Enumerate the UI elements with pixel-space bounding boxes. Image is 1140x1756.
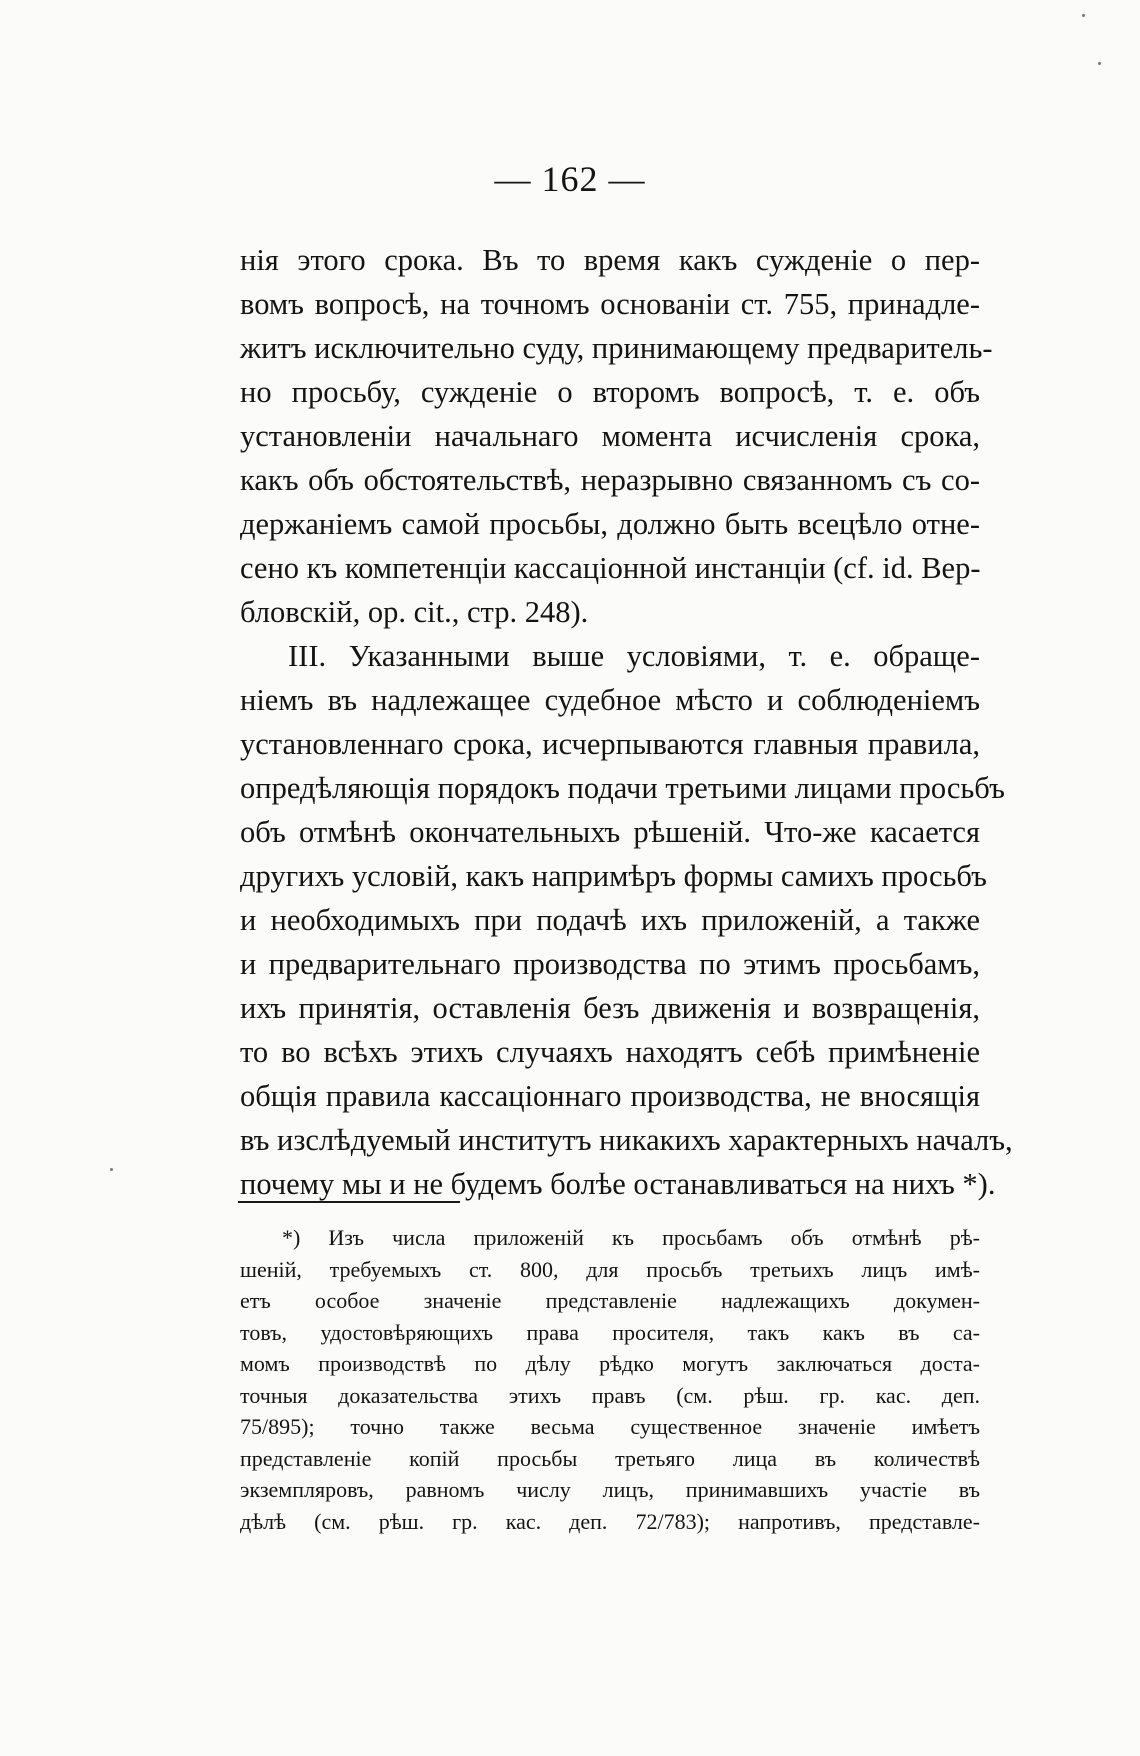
footnote-block	[240, 1222, 980, 1537]
footnote-line: дѣлѣ (см. рѣш. гр. кас. деп. 72/783); напротивъ, представле-	[240, 1508, 980, 1534]
text-line: то во всѣхъ этихъ случаяхъ находятъ себѣ примѣненіе	[240, 1035, 980, 1069]
footnote-line: представленіе копій просьбы третьяго лица въ количествѣ	[240, 1445, 980, 1471]
footnote-line: товъ, удостовѣряющихъ права просителя, такъ какъ въ са-	[240, 1319, 980, 1345]
footnote-line: 75/895); точно также весьма существенное значеніе имѣетъ	[240, 1414, 980, 1439]
text-line: сено къ компетенціи кассаціонной инстанціи (cf. id. Вер-	[240, 551, 981, 585]
text-line: нія этого срока. Въ то время какъ сужденіе о пер-	[240, 243, 980, 277]
footnote-line: экземпляровъ, равномъ числу лицъ, принимавшихъ участіе въ	[240, 1477, 980, 1502]
text-line: держаніемъ самой просьбы, должно быть всецѣло отне-	[240, 507, 980, 541]
text-line: почему мы и не будемъ болѣе останавливаться на нихъ *).	[240, 1167, 996, 1201]
footnote-line: шеній, требуемыхъ ст. 800, для просьбъ третьихъ лицъ имѣ-	[240, 1256, 980, 1282]
paragraph-end-line: бловскій, op. cit., стр. 248).	[240, 595, 589, 629]
page-number: — 162 —	[494, 159, 646, 199]
text-line: какъ объ обстоятельствѣ, неразрывно связанномъ съ со-	[240, 463, 980, 497]
text-line: житъ исключительно суду, принимающему предваритель-	[240, 331, 993, 365]
text-line: объ отмѣнѣ окончательныхъ рѣшеній. Что-же касается	[240, 815, 980, 849]
paper-speck	[110, 1168, 113, 1171]
section-start-line: III. Указанными выше условіями, т. е. обраще-	[288, 639, 980, 673]
text-line: вомъ вопросѣ, на точномъ основаніи ст. 755, принадле-	[240, 287, 980, 321]
paper-speck	[1098, 62, 1101, 65]
text-line: общія правила кассаціоннаго производства, не вносящія	[240, 1079, 980, 1113]
main-text-block	[240, 238, 1013, 1206]
footnote-line: *) Изъ числа приложеній къ просьбамъ объ отмѣнѣ рѣ-	[282, 1225, 980, 1250]
text-line: установленіи начальнаго момента исчисленія срока,	[240, 419, 980, 453]
text-line: но просьбу, сужденіе о второмъ вопросѣ, т. е. объ	[240, 375, 980, 409]
footnote-line: момъ производствѣ по дѣлу рѣдко могутъ заключаться доста-	[240, 1351, 980, 1376]
text-line: и предварительнаго производства по этимъ просьбамъ,	[240, 947, 980, 981]
footnote-line: етъ особое значеніе представленіе надлежащихъ докумен-	[240, 1288, 980, 1313]
text-line: опредѣляющія порядокъ подачи третьими лицами просьбъ	[240, 771, 1005, 805]
footnote-divider	[238, 1201, 460, 1203]
paper-speck	[1082, 14, 1085, 17]
text-line: ніемъ въ надлежащее судебное мѣсто и соблюденіемъ	[240, 683, 980, 717]
text-line: другихъ условій, какъ напримѣръ формы самихъ просьбъ	[240, 859, 987, 893]
text-line: и необходимыхъ при подачѣ ихъ приложеній, а также	[240, 903, 980, 937]
text-line: ихъ принятія, оставленія безъ движенія и возвращенія,	[240, 991, 980, 1025]
text-line: установленнаго срока, исчерпываются главныя правила,	[240, 727, 980, 761]
text-line: въ изслѣдуемый институтъ никакихъ характерныхъ началъ,	[240, 1123, 1013, 1157]
footnote-line: точныя доказательства этихъ правъ (см. рѣш. гр. кас. деп.	[240, 1382, 980, 1408]
